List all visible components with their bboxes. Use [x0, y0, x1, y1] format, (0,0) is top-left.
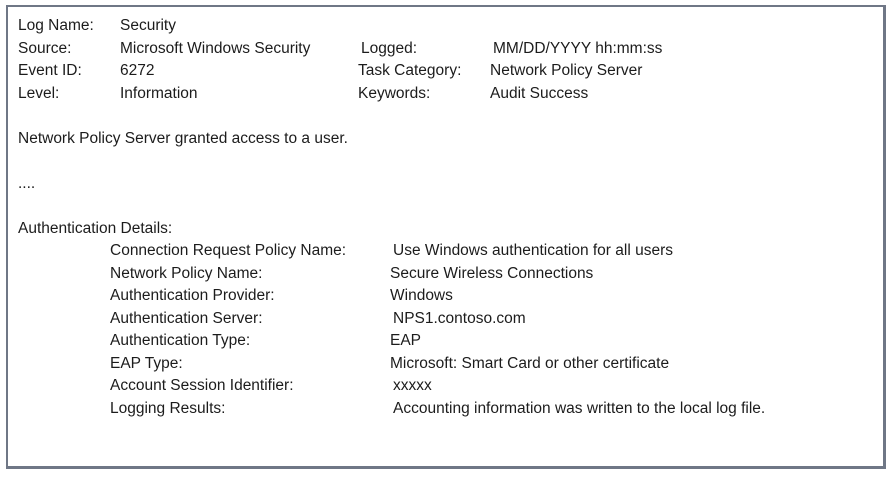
detail-value: Accounting information was written to the local log file. [393, 399, 766, 417]
header-row-log-name [18, 15, 875, 38]
header-row-eventid-taskcategory [18, 60, 875, 83]
source-label: Source: [18, 39, 72, 57]
detail-label: Authentication Type: [110, 332, 251, 349]
event-description: Network Policy Server granted access to a user. [18, 129, 348, 147]
detail-row-connection-request-policy [110, 240, 875, 263]
event-id-value: 6272 [120, 62, 155, 79]
event-id-label: Event ID: [18, 62, 82, 79]
detail-label: Authentication Provider: [110, 287, 275, 304]
detail-row-authentication-provider [110, 285, 875, 308]
event-record-frame [6, 5, 886, 469]
detail-label: Logging Results: [110, 399, 226, 417]
task-category-label: Task Category: [358, 62, 462, 79]
keywords-value: Audit Success [490, 84, 589, 102]
detail-value: NPS1.contoso.com [393, 309, 526, 327]
detail-label: Network Policy Name: [110, 264, 263, 282]
header-empty-cell [490, 15, 875, 38]
ellipsis-line: .... [18, 174, 36, 192]
keywords-label: Keywords: [358, 84, 431, 102]
event-record-text [8, 7, 883, 420]
source-value: Microsoft Windows Security [120, 39, 311, 57]
task-category-value: Network Policy Server [490, 62, 643, 79]
detail-row-logging-results [110, 398, 875, 421]
detail-value: Windows [390, 287, 453, 304]
level-label: Level: [18, 84, 60, 102]
log-name-label: Log Name: [18, 17, 94, 34]
detail-label: Account Session Identifier: [110, 377, 294, 394]
blank-line [18, 195, 875, 218]
details-heading: Authentication Details: [18, 219, 173, 237]
detail-label: EAP Type: [110, 354, 183, 372]
header-row-level-keywords [18, 83, 875, 106]
level-value: Information [120, 84, 198, 102]
detail-value: EAP [390, 332, 422, 349]
detail-label: Authentication Server: [110, 309, 263, 327]
logged-value: MM/DD/YYYY hh:mm:ss [493, 39, 663, 57]
detail-row-eap-type [110, 353, 875, 376]
detail-value: xxxxx [393, 377, 432, 394]
detail-row-account-session-identifier [110, 375, 875, 398]
detail-value: Use Windows authentication for all users [393, 242, 673, 259]
detail-value: Microsoft: Smart Card or other certificate [390, 354, 670, 372]
detail-label: Connection Request Policy Name: [110, 242, 347, 259]
header-empty-cell [358, 15, 490, 38]
detail-row-network-policy-name [110, 263, 875, 286]
header-row-source-logged [18, 38, 875, 61]
log-name-value: Security [120, 17, 176, 34]
logged-label: Logged: [361, 39, 418, 57]
blank-line [18, 105, 875, 128]
detail-value: Secure Wireless Connections [390, 264, 594, 282]
detail-row-authentication-type [110, 330, 875, 353]
blank-line [18, 150, 875, 173]
detail-row-authentication-server [110, 308, 875, 331]
